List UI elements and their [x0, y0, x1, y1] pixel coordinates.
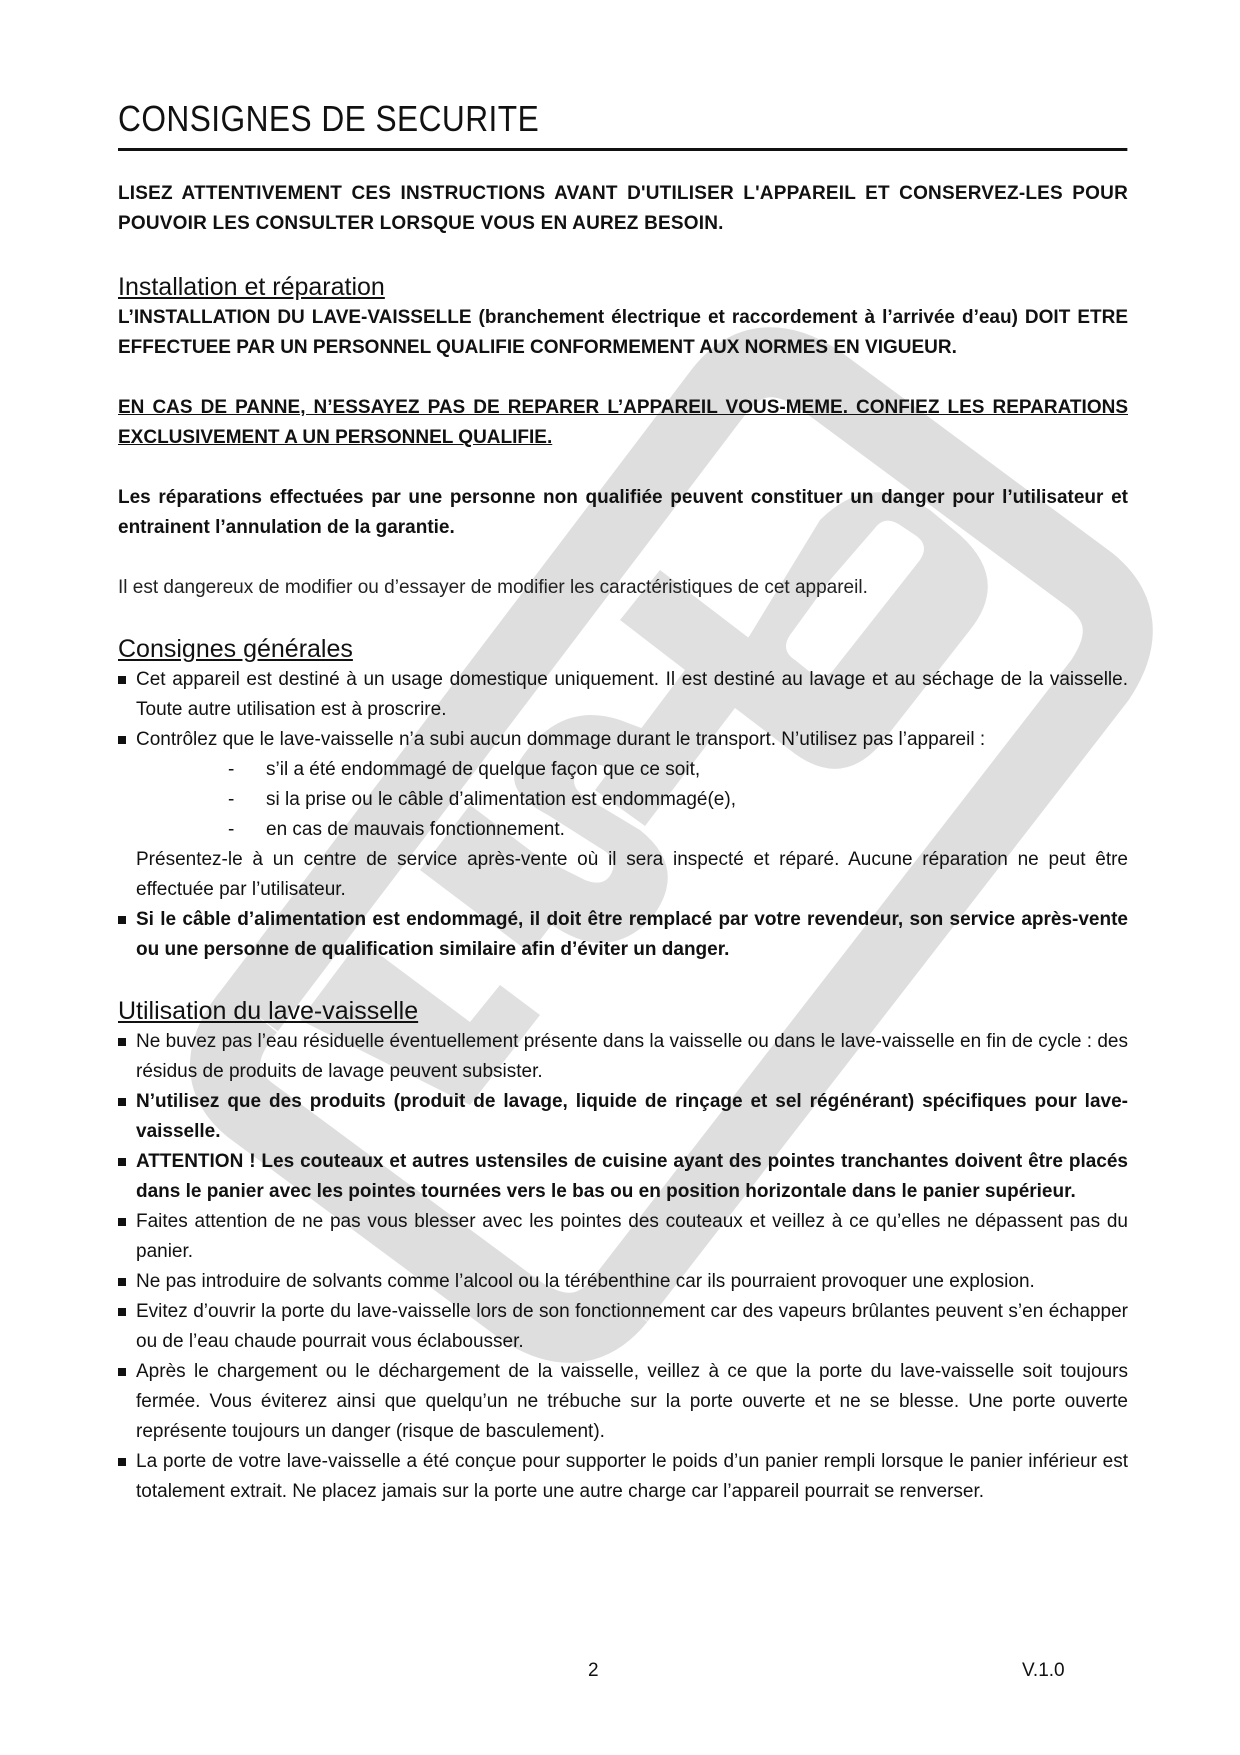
- dash-item-text: en cas de mauvais fonctionnement.: [266, 819, 565, 840]
- usage-heading: Utilisation du lave-vaisselle: [118, 997, 419, 1025]
- list-item-text: Evitez d’ouvrir la porte du lave-vaisselle lors de son fonctionnement car des vapeurs brûlantes peuvent s’en échapper ou de l’eau chaude pourrait vous éclabousser.: [136, 1301, 1128, 1352]
- general-list-2: [118, 905, 1128, 965]
- list-item-text: Faites attention de ne pas vous blesser avec les pointes des couteaux et veillez à ce qu’elles ne dépassent pas du panier.: [136, 1211, 1128, 1262]
- list-item-text: Ne pas introduire de solvants comme l’alcool ou la térébenthine car ils pourraient provoquer une explosion.: [136, 1271, 1035, 1292]
- general-list: [118, 665, 1128, 755]
- dash-item: [228, 785, 1128, 815]
- general-section: [118, 633, 1128, 965]
- list-item: [118, 1147, 1128, 1207]
- square-bullet-icon: [118, 736, 126, 744]
- dash-item: [228, 815, 1128, 845]
- usage-section: [118, 995, 1128, 1507]
- list-item: [118, 1297, 1128, 1357]
- square-bullet-icon: [118, 1308, 126, 1316]
- installation-paragraph-1: [118, 303, 1128, 363]
- square-bullet-icon: [118, 916, 126, 924]
- list-item-text: Si le câble d’alimentation est endommagé, il doit être remplacé par votre revendeur, son service après-vente ou une personne de qualification similaire afin d’éviter un danger.: [136, 909, 1128, 960]
- list-item: [118, 725, 1128, 755]
- installation-p1-bold: L’INSTALLATION DU LAVE-VAISSELLE: [118, 307, 472, 328]
- list-item-text: La porte de votre lave-vaisselle a été conçue pour supporter le poids d’un panier rempli lorsque le panier inférieur est totalement extrait. Ne placez jamais sur la porte une autre charge car l’appareil pourrait se renverser.: [136, 1451, 1128, 1502]
- installation-paragraph-3: Les réparations effectuées par une personne non qualifiée peuvent constituer un danger pour l’utilisateur et entrainent l’annulation de la garantie.: [118, 487, 1128, 538]
- list-item-text: Ne buvez pas l’eau résiduelle éventuellement présente dans la vaisselle ou dans le lave-vaisselle en fin de cycle : des résidus de produits de lavage peuvent subsister.: [136, 1031, 1128, 1082]
- page-title: CONSIGNES DE SECURITE: [118, 98, 1128, 151]
- usage-list: [118, 1027, 1128, 1507]
- page-content: [118, 98, 1128, 1507]
- square-bullet-icon: [118, 676, 126, 684]
- dash-item-text: si la prise ou le câble d’alimentation est endommagé(e),: [266, 789, 736, 810]
- square-bullet-icon: [118, 1038, 126, 1046]
- square-bullet-icon: [118, 1368, 126, 1376]
- square-bullet-icon: [118, 1098, 126, 1106]
- list-item: [118, 1207, 1128, 1267]
- page-number: 2: [588, 1660, 599, 1681]
- dash-mark: -: [228, 819, 235, 840]
- list-item-text: N’utilisez que des produits (produit de lavage, liquide de rinçage et sel régénérant) spécifiques pour lave-vaisselle.: [136, 1091, 1128, 1142]
- square-bullet-icon: [118, 1158, 126, 1166]
- square-bullet-icon: [118, 1218, 126, 1226]
- general-heading: Consignes générales: [118, 635, 353, 663]
- installation-paragraph-2: EN CAS DE PANNE, N’ESSAYEZ PAS DE REPARER L’APPAREIL VOUS-MEME. CONFIEZ LES REPARATIONS EXCLUSIVEMENT A UN PERSONNEL QUALIFIE.: [118, 397, 1128, 448]
- list-item: [118, 905, 1128, 965]
- dash-item-text: s’il a été endommagé de quelque façon que ce soit,: [266, 759, 701, 780]
- dash-mark: -: [228, 759, 235, 780]
- list-item-text: ATTENTION ! Les couteaux et autres ustensiles de cuisine ayant des pointes tranchantes doivent être placés dans le panier avec les pointes tournées vers le bas ou en position horizontale dans le panier supérieur.: [136, 1151, 1128, 1202]
- list-item: [118, 1447, 1128, 1507]
- installation-section: [118, 271, 1128, 603]
- list-item-text: Cet appareil est destiné à un usage domestique uniquement. Il est destiné au lavage et au séchage de la vaisselle. Toute autre utilisation est à proscrire.: [136, 669, 1128, 720]
- installation-paragraph-4: Il est dangereux de modifier ou d’essayer de modifier les caractéristiques de cet appareil.: [118, 577, 868, 598]
- version-label: V.1.0: [1022, 1660, 1065, 1681]
- list-item-text: Après le chargement ou le déchargement de la vaisselle, veillez à ce que la porte du lave-vaisselle soit toujours fermée. Vous éviterez ainsi que quelqu’un ne trébuche sur la porte ouverte et ne se blesse. Une porte ouverte représente toujours un danger (risque de basculement).: [136, 1361, 1128, 1442]
- list-item-text: Contrôlez que le lave-vaisselle n’a subi aucun dommage durant le transport. N’utilisez pas l’appareil :: [136, 729, 986, 750]
- dash-mark: -: [228, 789, 235, 810]
- square-bullet-icon: [118, 1458, 126, 1466]
- general-item2-continuation: Présentez-le à un centre de service après-vente où il sera inspecté et réparé. Aucune réparation ne peut être effectuée par l’utilisateur.: [136, 849, 1128, 900]
- dash-item: [228, 755, 1128, 785]
- general-dash-list: [118, 755, 1128, 845]
- square-bullet-icon: [118, 1278, 126, 1286]
- intro-warning: LISEZ ATTENTIVEMENT CES INSTRUCTIONS AVANT D'UTILISER L'APPAREIL ET CONSERVEZ-LES POUR POUVOIR LES CONSULTER LORSQUE VOUS EN AUREZ BESOIN.: [118, 183, 1128, 234]
- list-item: [118, 665, 1128, 725]
- installation-p1-rest: (branchement électrique et raccordement à l’arrivée d’eau) DOIT ETRE EFFECTUEE PAR UN PERSONNEL QUALIFIE CONFORMEMENT AUX NORMES EN VIGUEUR.: [118, 307, 1128, 358]
- list-item: [118, 1027, 1128, 1087]
- list-item: [118, 1357, 1128, 1447]
- list-item: [118, 1267, 1128, 1297]
- list-item: [118, 1087, 1128, 1147]
- installation-heading: Installation et réparation: [118, 273, 385, 301]
